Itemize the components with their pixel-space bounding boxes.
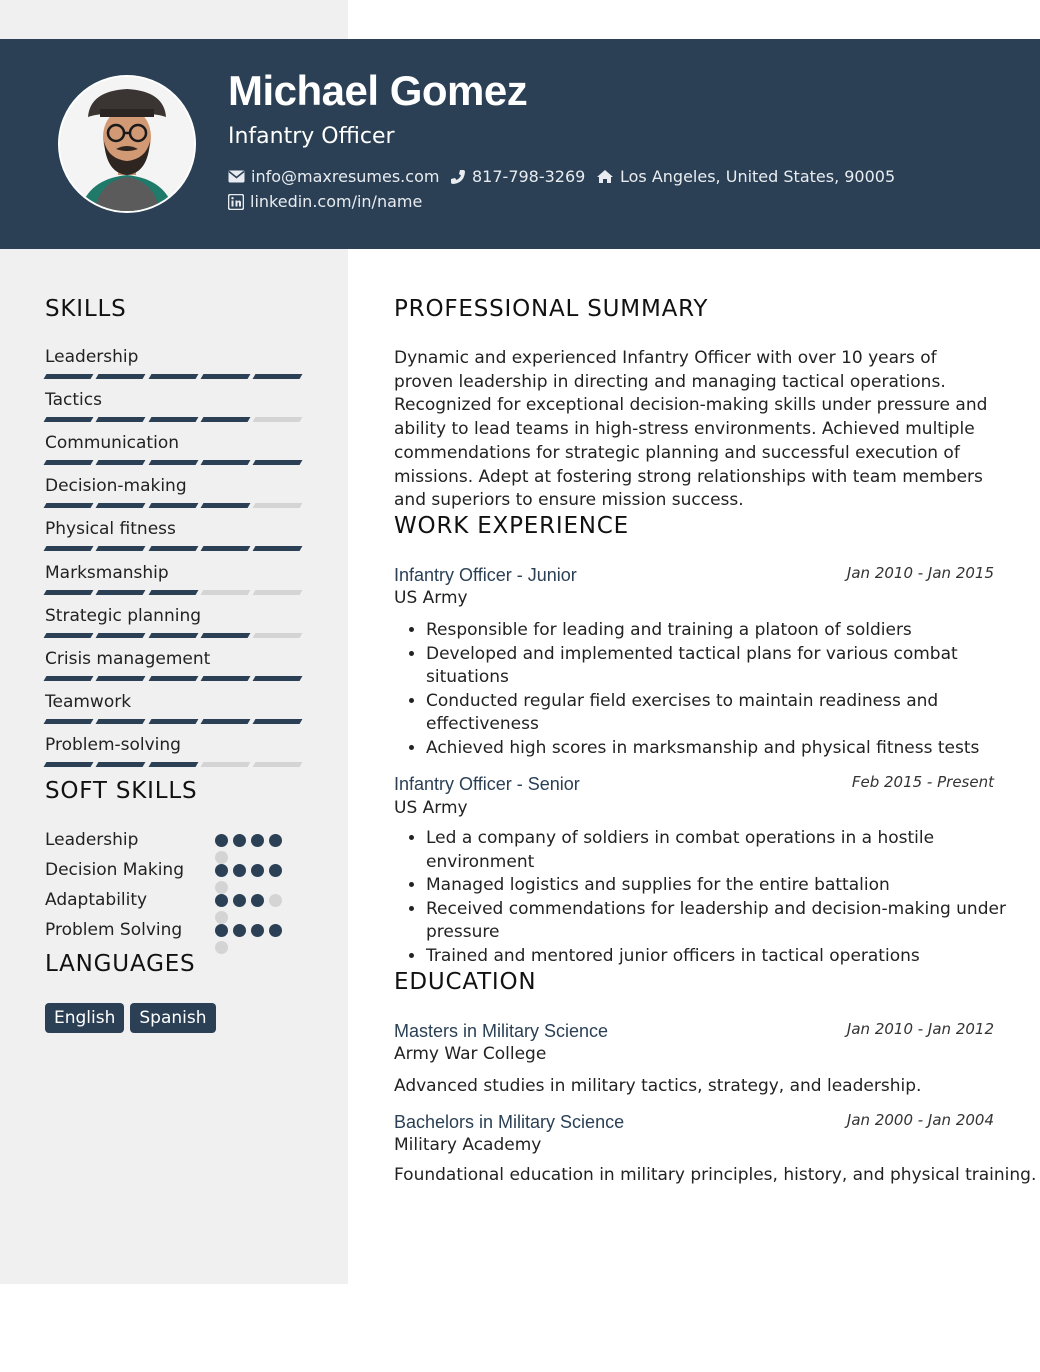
- rating-dot: [215, 864, 228, 877]
- skill-level-segment: [148, 503, 198, 508]
- rating-dot: [233, 924, 246, 937]
- skill-item: [45, 563, 301, 595]
- home-icon: [596, 169, 614, 184]
- skill-level-segment: [96, 546, 146, 551]
- job-organization: US Army: [394, 798, 468, 818]
- skill-level-segment: [200, 719, 250, 724]
- skill-level-segment: [44, 719, 94, 724]
- skill-level-segment: [253, 633, 303, 638]
- skill-level-bar: [45, 460, 301, 465]
- skill-name: Tactics: [45, 390, 102, 411]
- envelope-icon: [228, 170, 245, 183]
- skill-item: [45, 606, 301, 638]
- summary-text: Dynamic and experienced Infantry Officer with over 10 years of proven leadership in directing and managing tactical operations. Recognized for exceptional decision-making skills under pressure and ability to lead teams in high-stress environments. Achieved multiple commendations for strategic planning and successful execution of missions. Adept at fostering strong relationships with team members and superiors to ensure mission success.: [394, 348, 988, 511]
- summary-heading: PROFESSIONAL SUMMARY: [394, 296, 709, 322]
- skill-level-segment: [96, 676, 146, 681]
- job-bullet: • Developed and implemented tactical plans for various combat situations: [426, 643, 1026, 690]
- education-description: Advanced studies in military tactics, strategy, and leadership.: [394, 1076, 922, 1096]
- skill-item: [45, 692, 301, 724]
- rating-dot: [215, 894, 228, 907]
- skill-level-segment: [200, 762, 250, 767]
- skill-level-segment: [253, 460, 303, 465]
- skill-level-bar: [45, 676, 301, 681]
- skill-level-segment: [253, 590, 303, 595]
- soft-skill-rating: [215, 924, 295, 938]
- skill-level-bar: [45, 417, 301, 422]
- skill-level-segment: [253, 719, 303, 724]
- skill-level-segment: [200, 676, 250, 681]
- skill-name: Leadership: [45, 347, 139, 367]
- avatar: [58, 75, 196, 213]
- job-bullet: • Received commendations for leadership and decision-making under pressure: [426, 898, 1026, 945]
- rating-dot: [233, 894, 246, 907]
- skill-level-segment: [44, 546, 94, 551]
- job-bullet: • Managed logistics and supplies for the entire battalion: [426, 874, 1026, 898]
- skill-name: Strategic planning: [45, 605, 202, 626]
- skill-name: Teamwork: [45, 691, 132, 712]
- school-name: Military Academy: [394, 1135, 542, 1155]
- skill-level-bar: [45, 762, 301, 767]
- job-bullets: [394, 619, 1026, 760]
- skill-level-bar: [45, 633, 301, 638]
- skill-level-segment: [96, 417, 146, 422]
- skill-level-segment: [253, 503, 303, 508]
- rating-dot: [251, 924, 264, 937]
- rating-dot: [251, 834, 264, 847]
- soft-skill-rating: [215, 864, 295, 878]
- phone-text: 817-798-3269: [472, 167, 586, 186]
- skill-level-segment: [148, 762, 198, 767]
- skill-level-bar: [45, 503, 301, 508]
- profile-photo: [60, 77, 194, 211]
- contact-location: [596, 167, 895, 186]
- skill-level-bar: [45, 546, 301, 551]
- degree-title: Masters in Military Science: [394, 1021, 609, 1041]
- rating-dot: [215, 834, 228, 847]
- contact-phone[interactable]: [450, 167, 585, 186]
- soft-skill-item: [45, 920, 305, 950]
- job-title: Infantry Officer - Senior: [394, 774, 580, 794]
- skill-level-bar: [45, 590, 301, 595]
- job-bullet: • Led a company of soldiers in combat operations in a hostile environment: [426, 827, 1026, 874]
- skill-level-segment: [44, 633, 94, 638]
- school-name: Army War College: [394, 1044, 547, 1064]
- job-bullet: • Trained and mentored junior officers in tactical operations: [426, 945, 1026, 969]
- rating-dot: [269, 924, 282, 937]
- skill-level-segment: [148, 719, 198, 724]
- skill-level-segment: [96, 590, 146, 595]
- soft-skill-item: [45, 890, 305, 920]
- skill-level-segment: [96, 719, 146, 724]
- phone-icon: [450, 169, 466, 185]
- skill-name: Communication: [45, 433, 179, 454]
- skill-level-segment: [200, 374, 250, 379]
- soft-skill-name: Problem Solving: [45, 920, 183, 940]
- skill-level-segment: [148, 590, 198, 595]
- skill-level-segment: [200, 460, 250, 465]
- job-dates: Feb 2015 - Present: [851, 773, 994, 791]
- job-title: Infantry Officer - Junior: [394, 565, 577, 585]
- candidate-title: Infantry Officer: [228, 124, 395, 149]
- rating-dot: [215, 941, 228, 954]
- skill-level-segment: [200, 590, 250, 595]
- skill-level-segment: [44, 676, 94, 681]
- skill-level-segment: [96, 460, 146, 465]
- language-badge: English: [45, 1003, 124, 1033]
- email-text: info@maxresumes.com: [251, 167, 440, 186]
- skill-level-segment: [200, 503, 250, 508]
- education-dates: Jan 2000 - Jan 2004: [846, 1111, 994, 1129]
- skill-item: [45, 347, 301, 379]
- skill-level-segment: [253, 374, 303, 379]
- job-bullet: • Conducted regular field exercises to maintain readiness and effectiveness: [426, 690, 1026, 737]
- skill-item: [45, 433, 301, 465]
- linkedin-icon: [228, 194, 244, 210]
- contact-email[interactable]: [228, 167, 439, 186]
- languages-heading: LANGUAGES: [45, 951, 196, 977]
- soft-skill-name: Decision Making: [45, 860, 184, 880]
- skill-level-segment: [44, 503, 94, 508]
- skill-level-segment: [148, 374, 198, 379]
- rating-dot: [233, 864, 246, 877]
- skill-level-segment: [44, 460, 94, 465]
- skill-level-segment: [253, 762, 303, 767]
- languages-list: [45, 1003, 216, 1033]
- skill-name: Problem-solving: [45, 734, 181, 755]
- education-description: Foundational education in military principles, history, and physical training.: [394, 1165, 1037, 1185]
- experience-heading: WORK EXPERIENCE: [394, 513, 630, 539]
- skill-level-segment: [253, 546, 303, 551]
- soft-skills-heading: SOFT SKILLS: [45, 778, 198, 804]
- skill-level-bar: [45, 374, 301, 379]
- skill-name: Physical fitness: [45, 519, 176, 540]
- soft-skill-name: Leadership: [45, 830, 139, 850]
- rating-dot: [269, 834, 282, 847]
- job-organization: US Army: [394, 588, 468, 608]
- rating-dot: [215, 924, 228, 937]
- soft-skill-name: Adaptability: [45, 890, 148, 910]
- skill-name: Crisis management: [45, 648, 211, 669]
- resume-header: [0, 39, 1040, 249]
- skill-level-segment: [148, 676, 198, 681]
- soft-skill-item: [45, 860, 305, 890]
- skill-level-segment: [44, 762, 94, 767]
- skill-level-segment: [148, 460, 198, 465]
- soft-skill-rating: [215, 894, 295, 908]
- skill-name: Decision-making: [45, 476, 187, 497]
- skill-item: [45, 476, 301, 508]
- skill-level-segment: [44, 590, 94, 595]
- job-bullets: [394, 827, 1026, 968]
- rating-dot: [251, 864, 264, 877]
- skill-name: Marksmanship: [45, 562, 169, 583]
- skill-level-segment: [200, 546, 250, 551]
- rating-dot: [233, 834, 246, 847]
- soft-skill-item: [45, 830, 305, 860]
- skill-level-segment: [148, 633, 198, 638]
- soft-skill-rating: [215, 834, 295, 848]
- skill-level-segment: [200, 417, 250, 422]
- education-heading: EDUCATION: [394, 969, 537, 995]
- skill-level-segment: [253, 417, 303, 422]
- skill-level-segment: [148, 546, 198, 551]
- contact-linkedin[interactable]: [228, 192, 422, 211]
- skill-item: [45, 735, 301, 767]
- skill-item: [45, 519, 301, 551]
- skill-level-segment: [96, 503, 146, 508]
- rating-dot: [251, 894, 264, 907]
- location-text: Los Angeles, United States, 90005: [620, 167, 896, 186]
- skill-level-segment: [200, 633, 250, 638]
- skill-level-segment: [96, 633, 146, 638]
- skill-level-segment: [44, 417, 94, 422]
- skill-level-segment: [96, 762, 146, 767]
- skill-level-bar: [45, 719, 301, 724]
- skill-level-segment: [253, 676, 303, 681]
- rating-dot: [269, 894, 282, 907]
- skill-item: [45, 649, 301, 681]
- language-badge: Spanish: [130, 1003, 215, 1033]
- education-dates: Jan 2010 - Jan 2012: [846, 1020, 994, 1038]
- linkedin-text: linkedin.com/in/name: [250, 192, 423, 211]
- skill-level-segment: [44, 374, 94, 379]
- rating-dot: [269, 864, 282, 877]
- degree-title: Bachelors in Military Science: [394, 1112, 625, 1132]
- skill-item: [45, 390, 301, 422]
- skill-level-segment: [96, 374, 146, 379]
- skill-level-segment: [148, 417, 198, 422]
- candidate-name: Michael Gomez: [228, 67, 528, 114]
- job-bullet: • Responsible for leading and training a platoon of soldiers: [426, 619, 1026, 643]
- skills-heading: SKILLS: [45, 296, 127, 322]
- job-bullet: • Achieved high scores in marksmanship and physical fitness tests: [426, 737, 1026, 761]
- job-dates: Jan 2010 - Jan 2015: [846, 564, 994, 582]
